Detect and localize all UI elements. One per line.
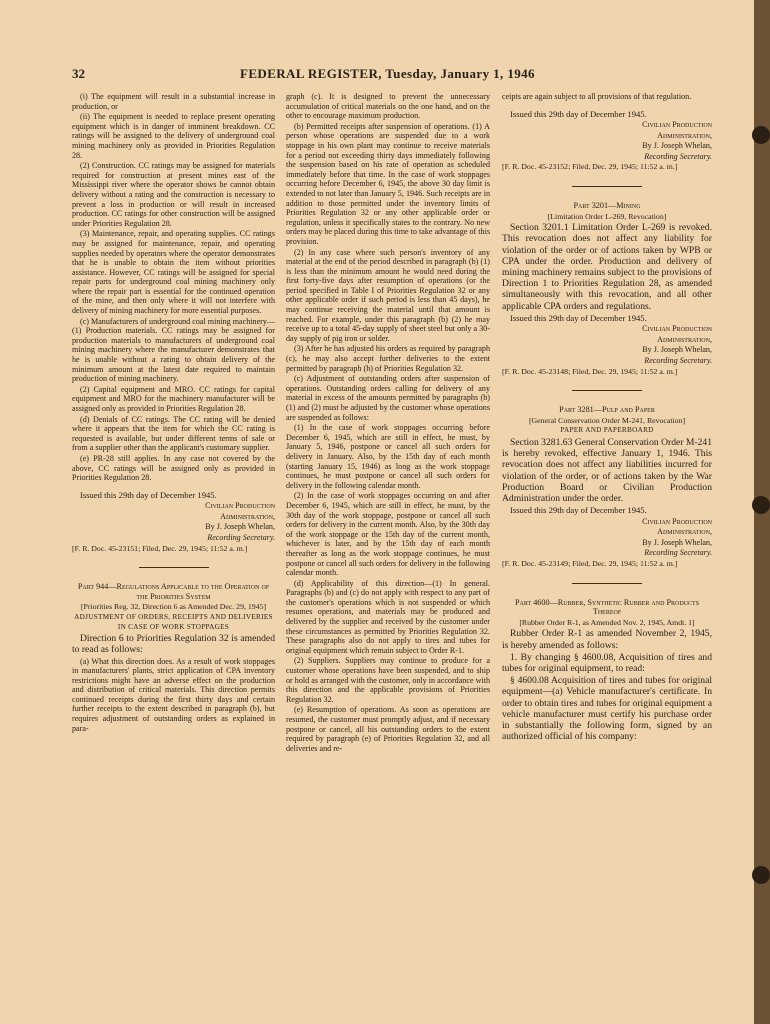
amendment-item: 1. By changing § 4600.08, Acquisition of tires and tubes for original equipment, to read: — [502, 651, 712, 674]
binder-hole — [752, 126, 770, 144]
citation-bracket: [General Conservation Order M-241, Revocation] — [528, 415, 686, 425]
paragraph: (2) In the case of work stoppages occurring on and after December 6, 1945, which are still in effect, he must, by the 30th day of the work stoppage, postpone or cancel all such orders for delivery in the current month. Also, by the 30th day of the work stoppage or the 15th day of the current month, whichever is later, and by the 15th day of each month thereafter as long as the work stoppage continues, he must postpone or cancel all such orders for delivery in the following calendar month. — [286, 491, 490, 578]
paragraph: (2) In any case where such person's inventory of any material at the end of the period described in paragraph (b) (1) is less than the minimum amount he would need during the first forty-five days after resumption of operations (or the period specified in Table I of Priorities Regulation 32 or any other applicable order if such period is less than 45 days), he may continue receiving the material until that amount is reached. For example, under this paragraph (b) (2) he may receive up to a total 45-day supply of sheet steel but only a 30-day supply of pig iron or solder. — [286, 247, 490, 343]
agency-name: Administration, — [220, 511, 275, 521]
agency-name: Civilian Production — [642, 516, 712, 526]
issued-date: Issued this 29th day of December 1945. — [510, 505, 647, 516]
section-divider — [572, 186, 642, 187]
paragraph: (2) Construction. CC ratings may be assigned for materials required for construction at present mines east of the Mississippi river where the operator shows he cannot obtain delivery without a rating and the construction is necessary to prevent a loss in production or will result in increased production. CC ratings for other construction will be assigned under Priorities Regulation 28. — [72, 161, 275, 228]
paragraph: (2) Capital equipment and MRO. CC ratings for capital equipment and MRO for the machinery manufacturer will be assigned only as provided in Priorities Regulation 28. — [72, 384, 275, 413]
part-heading: Part 3281—Pulp and Paper — [559, 405, 655, 415]
agency-name: Civilian Production — [642, 324, 712, 334]
paragraph: (c) Adjustment of outstanding orders after suspension of operations. Outstanding orders calling for delivery of any material in excess of the amounts permitted by paragraphs (b) (1) and (2) must be adjusted by the customer whose operations are suspended as follows: — [286, 374, 490, 422]
paragraph: (3) Maintenance, repair, and operating supplies. CC ratings may be assigned for maintenance, repair, and operating supplies needed by operators where the operator demonstrates that he is unable to obtain the item without priorities assistance. However, CC ratings will be assigned for special repair parts for underground coal mining machinery only where the repair part is essential for the continued operation of the mine, and then only where it will not interfere with delivery of mining machinery for more essential purposes. — [72, 229, 275, 316]
section-divider — [572, 390, 642, 391]
paragraph: (d) Applicability of this direction—(1) In general. Paragraphs (b) and (c) do not apply with respect to any part of the customer's operations which is not suspended or which resumes operations, and materials may be produced and delivered by the supplier and received by the customer under these circumstances as permitted by Priorities Regulation 32. These paragraphs also do not apply to tires and tubes for original equipment which remain subject to Order R-1. — [286, 578, 490, 655]
agency-name: Administration, — [657, 334, 712, 344]
section-divider — [572, 583, 642, 584]
signer-name: By J. Joseph Whelan, — [205, 522, 275, 532]
issued-date: Issued this 29th day of December 1945. — [80, 489, 217, 500]
part-heading: Part 944—Regulations Applicable to the Operation of the Priorities System — [77, 582, 270, 601]
amendment-text: § 4600.08 Acquisition of tires and tubes for original equipment—(a) Vehicle manufacturer's certificate. In order to obtain tires and tubes for original equipment a vehicle manufacturer must certify his purchase order in substantially the following form, signed by an authorized official of his company: — [502, 675, 712, 743]
column-3 — [502, 92, 712, 743]
fr-doc-citation: [F. R. Doc. 45-23148; Filed, Dec. 29, 1945; 11:52 a. m.] — [502, 366, 678, 376]
binder-hole — [752, 496, 770, 514]
paragraph: (3) After he has adjusted his orders as required by paragraph (c), he may also accept further deliveries to the extent permitted by paragraph (h) of Priorities Regulation 32. — [286, 344, 490, 373]
section-divider — [139, 567, 209, 568]
citation-bracket: [Rubber Order R-1, as Amended Nov. 2, 1945, Amdt. 1] — [519, 617, 695, 627]
citation-bracket: [Priorities Reg. 32, Direction 6 as Amended Dec. 29, 1945] — [80, 602, 267, 612]
page-header — [72, 66, 712, 84]
citation-bracket: [Limitation Order L-269, Revocation] — [547, 211, 667, 221]
agency-name: Civilian Production — [642, 120, 712, 129]
signer-name: By J. Joseph Whelan, — [642, 345, 712, 355]
issued-date: Issued this 29th day of December 1945. — [510, 312, 647, 323]
signer-title: Recording Secretary. — [207, 532, 275, 542]
agency-name: Administration, — [657, 527, 712, 537]
column-2 — [286, 92, 490, 754]
column-1 — [72, 92, 275, 734]
paragraph: (1) In the case of work stoppages occurring before December 6, 1945, which are still in effect, he must, by January 5, 1946, postpone or cancel all such orders for delivery in January. Also, by the 15th day of each month (starting January 15, 1946) as long as the work stoppage continues, he must postpone or cancel all such orders for delivery in the following calendar month. — [286, 423, 490, 490]
intro-paragraph: Rubber Order R-1 as amended November 2, 1945, is hereby amended as follows: — [502, 628, 712, 651]
intro-paragraph: Direction 6 to Priorities Regulation 32 is amended to read as follows: — [72, 633, 275, 656]
signer-title: Recording Secretary. — [644, 548, 712, 558]
fr-doc-citation: [F. R. Doc. 45-23149; Filed, Dec. 29, 1945; 11:52 a. m.] — [502, 558, 678, 568]
paragraph: ceipts are again subject to all provisions of that regulation. — [502, 92, 692, 101]
running-head: FEDERAL REGISTER, Tuesday, January 1, 1946 — [240, 66, 535, 81]
issued-date: Issued this 29th day of December 1945. — [510, 108, 647, 119]
part-heading: Part 3201—Mining — [573, 200, 641, 210]
section-body: Section 3201.1 Limitation Order L-269 is revoked. This revocation does not affect any liability for violation of the order or of actions taken by WPB or CPA under the order. Production and delivery of mining machinery remains subject to the provisions of Direction 1 to Priorities Regulation 28, as amended simultaneously with this revocation, and all other applicable CPA orders and regulations. — [502, 222, 712, 312]
signer-title: Recording Secretary. — [644, 151, 712, 161]
binder-hole — [752, 866, 770, 884]
subheading: PAPER AND PAPERBOARD — [560, 426, 654, 435]
paragraph: (c) Manufacturers of underground coal mining machinery—(1) Production materials. CC ratings may be assigned for production materials to manufacturers of underground coal mining machinery where the manufacturer demonstrates that he is unable without a rating to obtain delivery of the minimum amount at the latest date required to maintain production of mining machinery. — [72, 316, 275, 384]
fr-doc-citation: [F. R. Doc. 45-23152; Filed, Dec. 29, 1945; 11:52 a. m.] — [502, 162, 678, 172]
fr-doc-citation: [F. R. Doc. 45-23151; Filed, Dec. 29, 1945; 11:52 a. m.] — [72, 543, 248, 553]
agency-name: Civilian Production — [205, 501, 275, 511]
paragraph: (i) The equipment will result in a substantial increase in production, or — [72, 92, 275, 111]
part-heading: Part 4600—Rubber, Synthetic Rubber and Products Thereof — [514, 597, 700, 617]
subheading: ADJUSTMENT OF ORDERS, RECEIPTS AND DELIVERIES IN CASE OF WORK STOPPAGES — [74, 612, 273, 631]
signer-name: By J. Joseph Whelan, — [642, 537, 712, 547]
paragraph: graph (c). It is designed to prevent the unnecessary accumulation of critical materials on the one hand, and on the other to encourage maximum production. — [286, 92, 490, 121]
paragraph: (a) What this direction does. As a result of work stoppages in manufacturers' plants, strict application of CPA inventory restrictions might have an adverse effect on the production and distribution of critical materials. This direction permits continued receipts during the first thirty days and certain further receipts to the extent described in paragraph (b), but requires adjustment of outstanding orders as explained in para- — [72, 656, 275, 733]
paragraph: (ii) The equipment is needed to replace present operating equipment which is in danger of imminent breakdown. CC ratings will be assigned to the delivery of underground coal mining machinery only as provided in Priorities Regulation 28. — [72, 112, 275, 160]
paragraph: (2) Suppliers. Suppliers may continue to produce for a customer whose operations have been suspended, and to ship or hold as arranged with the customer, only in accordance with this direction and the applicable provisions of Priorities Regulation 32. — [286, 656, 490, 704]
page-number: 32 — [72, 66, 85, 81]
section-body: Section 3281.63 General Conservation Order M-241 is hereby revoked, effective January 1, 1946. This revocation does not affect any liabilities incurred for violation of the order, or of actions taken by the War Production Board or Civilian Production Administration under the order. — [502, 436, 712, 504]
paragraph: (e) Resumption of operations. As soon as operations are resumed, the customer must promptly adjust, and if necessary postpone or cancel, all his outstanding orders to the extent required by paragraph (e) of Priorities Regulation 32, and all deliveries and re- — [286, 705, 490, 753]
paragraph: (b) Permitted receipts after suspension of operations. (1) A person whose operations are suspended due to a work stoppage in his own plant may continue to receive materials for a period not exceeding thirty days immediately following the suspension based on his rate of operation as scheduled immediately before that time. In the case of work stoppages occurring before December 6, 1945, the above 30 day limit is extended to not later than January 5, 1946. Such receipts are in addition to those permitted under the inventory limits of Priorities Regulation 32 or any other applicable order or regulation, unless it specifically states to the contrary. No new orders may be placed during this time to take advantage of this provision. — [286, 121, 490, 246]
signer-title: Recording Secretary. — [644, 355, 712, 365]
signer-name: By J. Joseph Whelan, — [642, 141, 712, 151]
paragraph: (e) PR-28 still applies. In any case not covered by the above, CC ratings will be assigned only as provided in Priorities Regulation 28. — [72, 453, 275, 483]
paragraph: (d) Denials of CC ratings. The CC rating will be denied where it appears that the item for which the CC rating is requested is available, but under different terms of sale or from a supplier other than the applicant's customary supplier. — [72, 414, 275, 453]
agency-name: Administration, — [657, 130, 712, 140]
